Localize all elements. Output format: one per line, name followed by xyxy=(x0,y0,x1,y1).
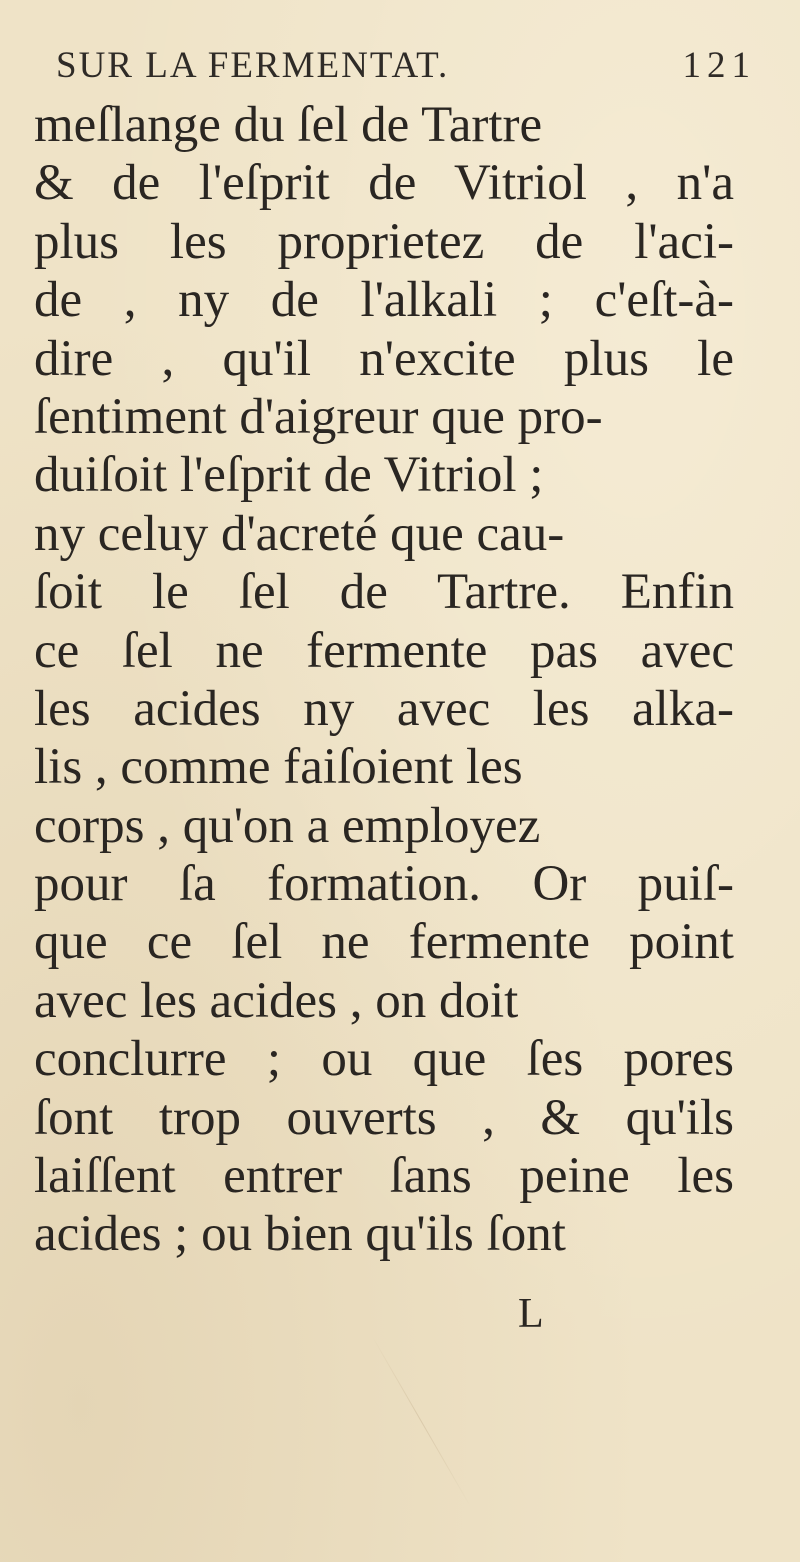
running-title: SUR LA FERMENTAT. xyxy=(56,45,450,86)
paper-crease xyxy=(370,1333,471,1507)
page-number: 121 xyxy=(682,45,756,86)
text-line: duiſoit l'eſprit de Vitriol ; xyxy=(34,447,544,504)
body-text xyxy=(34,96,734,1264)
text-line: ſoit le ſel de Tartre. Enfin xyxy=(34,564,735,621)
text-line: conclurre ; ou que ſes pores xyxy=(34,1031,734,1088)
text-line: ny celuy d'acreté que cau- xyxy=(34,505,565,562)
text-line: meſlange du ſel de Tartre xyxy=(34,97,543,153)
text-line: plus les proprietez de l'aci- xyxy=(34,213,734,270)
catchword: L xyxy=(518,1291,544,1337)
text-line: de , ny de l'alkali ; c'eſt-à- xyxy=(34,272,735,329)
text-line: acides ; ou bien qu'ils ſont xyxy=(34,1206,566,1263)
text-line: & de l'eſprit de Vitriol , n'a xyxy=(34,155,735,212)
text-line: pour ſa formation. Or puiſ- xyxy=(34,856,735,913)
text-line: laiſſent entrer ſans peine les xyxy=(34,1148,734,1205)
text-line: les acides ny avec les alka- xyxy=(34,680,734,737)
text-line: ſentiment d'aigreur que pro- xyxy=(34,388,603,445)
text-line: ce ſel ne fermente pas avec xyxy=(34,622,734,679)
text-line: dire , qu'il n'excite plus le xyxy=(34,330,734,387)
text-line: lis , comme faiſoient les xyxy=(34,739,523,796)
running-head xyxy=(56,40,756,92)
text-line: que ce ſel ne fermente point xyxy=(34,914,734,971)
text-line: corps , qu'on a employez xyxy=(34,797,541,854)
text-line: ſont trop ouverts , & qu'ils xyxy=(34,1089,734,1146)
text-line: avec les acides , on doit xyxy=(34,972,519,1029)
